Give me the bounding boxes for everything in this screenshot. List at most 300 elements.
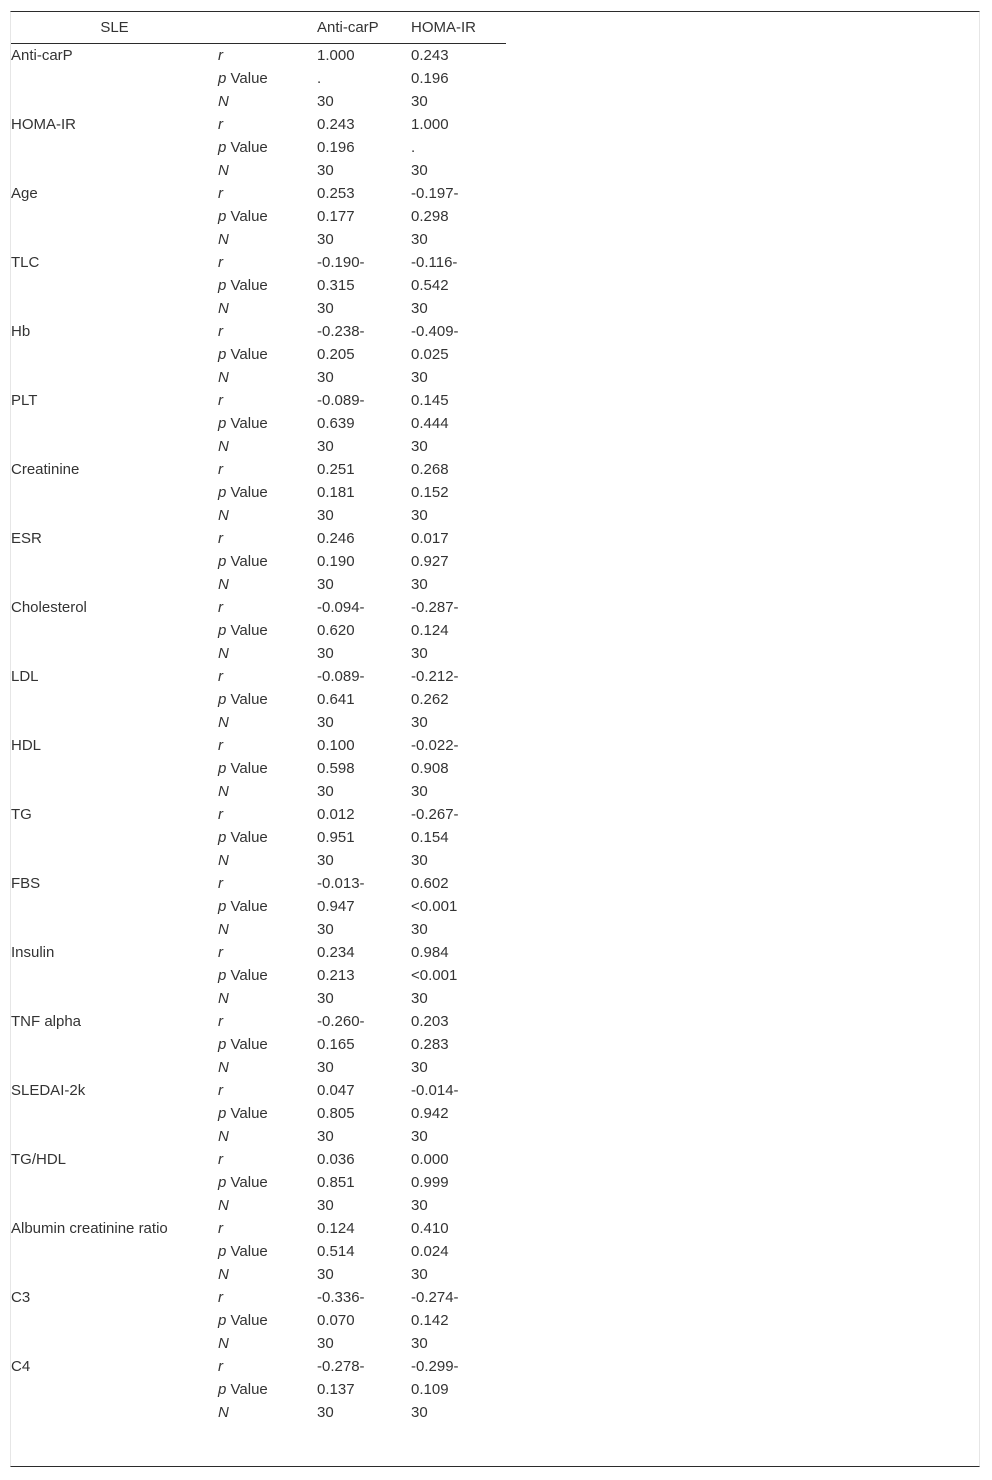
anti-carp-n: 30 xyxy=(317,714,334,731)
homa-ir-p: 0.142 xyxy=(411,1312,449,1329)
stat-p-symbol: p xyxy=(218,1105,227,1122)
homa-ir-n: 30 xyxy=(411,714,428,731)
anti-carp-cell xyxy=(317,941,411,1010)
stat-n-symbol: N xyxy=(218,1197,229,1214)
table-frame xyxy=(10,11,980,1467)
homa-ir-n: 30 xyxy=(411,1128,428,1145)
stat-label-cell xyxy=(218,1079,317,1148)
homa-ir-cell xyxy=(411,803,506,872)
variable-cell xyxy=(11,803,218,872)
stat-p-value xyxy=(218,1240,317,1263)
homa-ir-r: 1.000 xyxy=(411,116,449,133)
stat-p-value xyxy=(218,67,317,90)
variable-name: Cholesterol xyxy=(11,599,87,616)
anti-carp-p: 0.315 xyxy=(317,277,355,294)
homa-ir-p: 0.024 xyxy=(411,1243,449,1260)
anti-carp-r: 0.047 xyxy=(317,1082,355,1099)
table-row xyxy=(11,458,506,527)
stat-r xyxy=(218,1079,317,1102)
stat-p-value xyxy=(218,412,317,435)
stat-p-symbol: p xyxy=(218,70,227,87)
stat-label-cell xyxy=(218,1217,317,1286)
variable-name: C4 xyxy=(11,1358,31,1375)
stat-r xyxy=(218,1286,317,1309)
stat-p-symbol: p xyxy=(218,277,227,294)
homa-ir-r: -0.116- xyxy=(411,254,458,271)
variable-cell xyxy=(11,665,218,734)
stat-n xyxy=(218,849,317,872)
homa-ir-n: 30 xyxy=(411,1335,428,1352)
stat-p-value xyxy=(218,1033,317,1056)
anti-carp-n: 30 xyxy=(317,231,334,248)
table-row xyxy=(11,1355,506,1424)
homa-ir-cell xyxy=(411,1010,506,1079)
stat-r-symbol: r xyxy=(218,806,223,823)
stat-n-symbol: N xyxy=(218,990,229,1007)
anti-carp-cell xyxy=(317,734,411,803)
homa-ir-cell xyxy=(411,596,506,665)
stat-r xyxy=(218,320,317,343)
stat-p-symbol: p xyxy=(218,139,227,156)
homa-ir-r: 0.145 xyxy=(411,392,449,409)
anti-carp-p: 0.598 xyxy=(317,760,355,777)
homa-ir-cell xyxy=(411,182,506,251)
stat-r-symbol: r xyxy=(218,392,223,409)
anti-carp-p: . xyxy=(317,70,322,87)
homa-ir-cell xyxy=(411,527,506,596)
anti-carp-cell xyxy=(317,1010,411,1079)
anti-carp-p: 0.165 xyxy=(317,1036,355,1053)
stat-n-symbol: N xyxy=(218,921,229,938)
stat-r-symbol: r xyxy=(218,1220,223,1237)
stat-r xyxy=(218,1217,317,1240)
stat-r xyxy=(218,1355,317,1378)
anti-carp-r: -0.336- xyxy=(317,1289,365,1306)
anti-carp-n: 30 xyxy=(317,1335,334,1352)
table-row xyxy=(11,1286,506,1355)
stat-r-symbol: r xyxy=(218,530,223,547)
stat-r xyxy=(218,458,317,481)
anti-carp-cell xyxy=(317,665,411,734)
anti-carp-n: 30 xyxy=(317,300,334,317)
variable-cell xyxy=(11,320,218,389)
anti-carp-cell xyxy=(317,1079,411,1148)
header-anti-carp: Anti-carP xyxy=(317,12,411,44)
homa-ir-n: 30 xyxy=(411,231,428,248)
stat-r-symbol: r xyxy=(218,47,223,64)
stat-label-cell xyxy=(218,44,317,114)
anti-carp-r: 0.246 xyxy=(317,530,355,547)
homa-ir-p: <0.001 xyxy=(411,967,458,984)
table-row xyxy=(11,251,506,320)
stat-n-symbol: N xyxy=(218,1128,229,1145)
stat-r-symbol: r xyxy=(218,1358,223,1375)
anti-carp-cell xyxy=(317,182,411,251)
table-body xyxy=(11,44,506,1425)
stat-n xyxy=(218,711,317,734)
stat-r xyxy=(218,941,317,964)
homa-ir-cell xyxy=(411,734,506,803)
variable-name: Age xyxy=(11,185,38,202)
stat-r xyxy=(218,596,317,619)
homa-ir-p: 0.152 xyxy=(411,484,449,501)
stat-p-word: Value xyxy=(226,898,268,915)
stat-n xyxy=(218,1263,317,1286)
homa-ir-cell xyxy=(411,1148,506,1217)
variable-name: ESR xyxy=(11,530,42,547)
homa-ir-r: 0.203 xyxy=(411,1013,449,1030)
homa-ir-n: 30 xyxy=(411,507,428,524)
table-header-row xyxy=(11,12,506,44)
anti-carp-p: 0.951 xyxy=(317,829,355,846)
stat-r xyxy=(218,44,317,67)
stat-r xyxy=(218,872,317,895)
stat-label-cell xyxy=(218,803,317,872)
anti-carp-r: -0.260- xyxy=(317,1013,365,1030)
anti-carp-p: 0.205 xyxy=(317,346,355,363)
variable-cell xyxy=(11,113,218,182)
anti-carp-r: 0.012 xyxy=(317,806,355,823)
variable-cell xyxy=(11,1286,218,1355)
stat-p-value xyxy=(218,619,317,642)
table-row xyxy=(11,596,506,665)
variable-cell xyxy=(11,458,218,527)
stat-label-cell xyxy=(218,527,317,596)
stat-r xyxy=(218,665,317,688)
stat-p-symbol: p xyxy=(218,691,227,708)
stat-label-cell xyxy=(218,941,317,1010)
stat-n-symbol: N xyxy=(218,1335,229,1352)
stat-r-symbol: r xyxy=(218,254,223,271)
variable-name: FBS xyxy=(11,875,41,892)
homa-ir-p: 0.999 xyxy=(411,1174,449,1191)
stat-n-symbol: N xyxy=(218,231,229,248)
homa-ir-cell xyxy=(411,113,506,182)
stat-r-symbol: r xyxy=(218,1151,223,1168)
homa-ir-p: 0.542 xyxy=(411,277,449,294)
homa-ir-cell xyxy=(411,251,506,320)
anti-carp-r: 0.036 xyxy=(317,1151,355,1168)
stat-r-symbol: r xyxy=(218,944,223,961)
variable-cell xyxy=(11,1010,218,1079)
stat-p-symbol: p xyxy=(218,484,227,501)
stat-n xyxy=(218,1125,317,1148)
stat-p-symbol: p xyxy=(218,415,227,432)
table-row xyxy=(11,1217,506,1286)
header-homa-ir: HOMA-IR xyxy=(411,12,506,44)
anti-carp-n: 30 xyxy=(317,1197,334,1214)
anti-carp-r: 0.234 xyxy=(317,944,355,961)
anti-carp-n: 30 xyxy=(317,576,334,593)
stat-r xyxy=(218,251,317,274)
variable-name: Anti-carP xyxy=(11,47,73,64)
homa-ir-r: -0.212- xyxy=(411,668,459,685)
anti-carp-n: 30 xyxy=(317,1404,334,1421)
stat-p-value xyxy=(218,895,317,918)
stat-label-cell xyxy=(218,389,317,458)
homa-ir-r: 0.984 xyxy=(411,944,449,961)
correlation-table xyxy=(11,12,506,1424)
stat-r-symbol: r xyxy=(218,1013,223,1030)
stat-r-symbol: r xyxy=(218,461,223,478)
anti-carp-cell xyxy=(317,527,411,596)
stat-n xyxy=(218,573,317,596)
stat-n xyxy=(218,159,317,182)
stat-r-symbol: r xyxy=(218,875,223,892)
stat-label-cell xyxy=(218,113,317,182)
stat-label-cell xyxy=(218,1010,317,1079)
variable-cell xyxy=(11,1217,218,1286)
homa-ir-cell xyxy=(411,320,506,389)
stat-n-symbol: N xyxy=(218,93,229,110)
stat-r xyxy=(218,734,317,757)
homa-ir-r: -0.267- xyxy=(411,806,459,823)
anti-carp-n: 30 xyxy=(317,93,334,110)
stat-n xyxy=(218,504,317,527)
anti-carp-p: 0.137 xyxy=(317,1381,355,1398)
anti-carp-n: 30 xyxy=(317,990,334,1007)
anti-carp-p: 0.851 xyxy=(317,1174,355,1191)
stat-p-symbol: p xyxy=(218,760,227,777)
table-row xyxy=(11,1148,506,1217)
stat-p-word: Value xyxy=(226,829,268,846)
stat-label-cell xyxy=(218,872,317,941)
stat-r xyxy=(218,803,317,826)
header-group-sle: SLE xyxy=(11,12,218,44)
table-row xyxy=(11,941,506,1010)
anti-carp-r: 0.253 xyxy=(317,185,355,202)
anti-carp-r: -0.089- xyxy=(317,392,365,409)
stat-p-word: Value xyxy=(226,346,268,363)
stat-p-symbol: p xyxy=(218,967,227,984)
variable-name: TNF alpha xyxy=(11,1013,82,1030)
homa-ir-cell xyxy=(411,1286,506,1355)
stat-p-word: Value xyxy=(226,415,268,432)
variable-cell xyxy=(11,1079,218,1148)
stat-p-word: Value xyxy=(226,1243,268,1260)
stat-n xyxy=(218,1332,317,1355)
table-row xyxy=(11,113,506,182)
table-row xyxy=(11,1010,506,1079)
stat-p-value xyxy=(218,205,317,228)
stat-n xyxy=(218,1401,317,1424)
stat-p-value xyxy=(218,1102,317,1125)
stat-n-symbol: N xyxy=(218,507,229,524)
variable-cell xyxy=(11,872,218,941)
stat-p-value xyxy=(218,826,317,849)
stat-n-symbol: N xyxy=(218,1266,229,1283)
stat-p-value xyxy=(218,757,317,780)
homa-ir-cell xyxy=(411,44,506,114)
table-row xyxy=(11,872,506,941)
stat-label-cell xyxy=(218,320,317,389)
stat-n xyxy=(218,642,317,665)
anti-carp-r: -0.278- xyxy=(317,1358,365,1375)
homa-ir-p: 0.154 xyxy=(411,829,449,846)
stat-label-cell xyxy=(218,1355,317,1424)
anti-carp-cell xyxy=(317,389,411,458)
stat-n-symbol: N xyxy=(218,576,229,593)
stat-p-value xyxy=(218,964,317,987)
stat-p-word: Value xyxy=(226,277,268,294)
homa-ir-cell xyxy=(411,1079,506,1148)
stat-n xyxy=(218,228,317,251)
anti-carp-r: 1.000 xyxy=(317,47,355,64)
anti-carp-p: 0.620 xyxy=(317,622,355,639)
homa-ir-r: 0.410 xyxy=(411,1220,449,1237)
variable-name: HOMA-IR xyxy=(11,116,76,133)
anti-carp-cell xyxy=(317,458,411,527)
anti-carp-n: 30 xyxy=(317,783,334,800)
homa-ir-cell xyxy=(411,941,506,1010)
homa-ir-cell xyxy=(411,1355,506,1424)
stat-p-value xyxy=(218,1309,317,1332)
homa-ir-r: -0.197- xyxy=(411,185,459,202)
stat-p-word: Value xyxy=(226,1312,268,1329)
anti-carp-n: 30 xyxy=(317,852,334,869)
variable-name: Insulin xyxy=(11,944,55,961)
homa-ir-n: 30 xyxy=(411,852,428,869)
stat-n-symbol: N xyxy=(218,438,229,455)
stat-n-symbol: N xyxy=(218,1404,229,1421)
stat-p-word: Value xyxy=(226,1174,268,1191)
anti-carp-cell xyxy=(317,1286,411,1355)
stat-p-value xyxy=(218,136,317,159)
stat-p-word: Value xyxy=(226,691,268,708)
stat-r xyxy=(218,1010,317,1033)
homa-ir-n: 30 xyxy=(411,438,428,455)
homa-ir-p: 0.196 xyxy=(411,70,449,87)
stat-p-symbol: p xyxy=(218,553,227,570)
variable-cell xyxy=(11,389,218,458)
homa-ir-p: 0.927 xyxy=(411,553,449,570)
homa-ir-n: 30 xyxy=(411,1197,428,1214)
stat-n-symbol: N xyxy=(218,714,229,731)
anti-carp-r: -0.094- xyxy=(317,599,365,616)
homa-ir-p: 0.109 xyxy=(411,1381,449,1398)
anti-carp-p: 0.213 xyxy=(317,967,355,984)
homa-ir-r: 0.602 xyxy=(411,875,449,892)
header-stat xyxy=(218,12,317,44)
homa-ir-r: -0.022- xyxy=(411,737,459,754)
homa-ir-r: 0.243 xyxy=(411,47,449,64)
homa-ir-n: 30 xyxy=(411,1404,428,1421)
stat-label-cell xyxy=(218,596,317,665)
anti-carp-n: 30 xyxy=(317,438,334,455)
stat-p-word: Value xyxy=(226,484,268,501)
stat-r-symbol: r xyxy=(218,1082,223,1099)
table-row xyxy=(11,1079,506,1148)
homa-ir-cell xyxy=(411,389,506,458)
stat-r xyxy=(218,1148,317,1171)
stat-r xyxy=(218,182,317,205)
anti-carp-p: 0.070 xyxy=(317,1312,355,1329)
stat-r xyxy=(218,527,317,550)
stat-n-symbol: N xyxy=(218,300,229,317)
stat-p-value xyxy=(218,550,317,573)
homa-ir-cell xyxy=(411,1217,506,1286)
homa-ir-p: 0.444 xyxy=(411,415,449,432)
stat-p-word: Value xyxy=(226,622,268,639)
stat-p-word: Value xyxy=(226,1381,268,1398)
stat-p-value xyxy=(218,343,317,366)
stat-r xyxy=(218,113,317,136)
anti-carp-r: -0.190- xyxy=(317,254,365,271)
anti-carp-p: 0.190 xyxy=(317,553,355,570)
anti-carp-cell xyxy=(317,1355,411,1424)
variable-name: TG/HDL xyxy=(11,1151,67,1168)
stat-r-symbol: r xyxy=(218,323,223,340)
stat-r-symbol: r xyxy=(218,185,223,202)
anti-carp-r: -0.013- xyxy=(317,875,365,892)
homa-ir-cell xyxy=(411,665,506,734)
stat-p-symbol: p xyxy=(218,1243,227,1260)
stat-n-symbol: N xyxy=(218,645,229,662)
anti-carp-cell xyxy=(317,320,411,389)
homa-ir-p: 0.283 xyxy=(411,1036,449,1053)
stat-n-symbol: N xyxy=(218,162,229,179)
stat-p-symbol: p xyxy=(218,346,227,363)
stat-n-symbol: N xyxy=(218,783,229,800)
variable-name: C3 xyxy=(11,1289,31,1306)
variable-name: LDL xyxy=(11,668,39,685)
homa-ir-n: 30 xyxy=(411,645,428,662)
table-row xyxy=(11,527,506,596)
homa-ir-n: 30 xyxy=(411,300,428,317)
stat-p-word: Value xyxy=(226,553,268,570)
stat-p-value xyxy=(218,274,317,297)
stat-n xyxy=(218,1194,317,1217)
homa-ir-r: 0.017 xyxy=(411,530,449,547)
anti-carp-n: 30 xyxy=(317,162,334,179)
stat-n xyxy=(218,435,317,458)
stat-p-symbol: p xyxy=(218,1174,227,1191)
stat-n xyxy=(218,297,317,320)
anti-carp-p: 0.514 xyxy=(317,1243,355,1260)
stat-p-word: Value xyxy=(226,208,268,225)
homa-ir-p: . xyxy=(411,139,416,156)
anti-carp-r: 0.243 xyxy=(317,116,355,133)
anti-carp-cell xyxy=(317,44,411,114)
homa-ir-r: -0.014- xyxy=(411,1082,459,1099)
homa-ir-n: 30 xyxy=(411,990,428,1007)
stat-n xyxy=(218,1056,317,1079)
homa-ir-r: -0.274- xyxy=(411,1289,459,1306)
variable-name: TG xyxy=(11,806,32,823)
variable-cell xyxy=(11,734,218,803)
stat-n xyxy=(218,987,317,1010)
homa-ir-p: <0.001 xyxy=(411,898,458,915)
anti-carp-n: 30 xyxy=(317,507,334,524)
stat-p-word: Value xyxy=(226,70,268,87)
stat-label-cell xyxy=(218,251,317,320)
anti-carp-n: 30 xyxy=(317,1128,334,1145)
variable-name: HDL xyxy=(11,737,42,754)
stat-p-symbol: p xyxy=(218,208,227,225)
anti-carp-p: 0.639 xyxy=(317,415,355,432)
homa-ir-n: 30 xyxy=(411,1266,428,1283)
stat-label-cell xyxy=(218,182,317,251)
stat-p-symbol: p xyxy=(218,1312,227,1329)
stat-n xyxy=(218,90,317,113)
stat-p-word: Value xyxy=(226,760,268,777)
anti-carp-r: 0.124 xyxy=(317,1220,355,1237)
anti-carp-cell xyxy=(317,1148,411,1217)
stat-p-value xyxy=(218,1378,317,1401)
homa-ir-n: 30 xyxy=(411,369,428,386)
anti-carp-r: 0.251 xyxy=(317,461,355,478)
stat-r-symbol: r xyxy=(218,599,223,616)
